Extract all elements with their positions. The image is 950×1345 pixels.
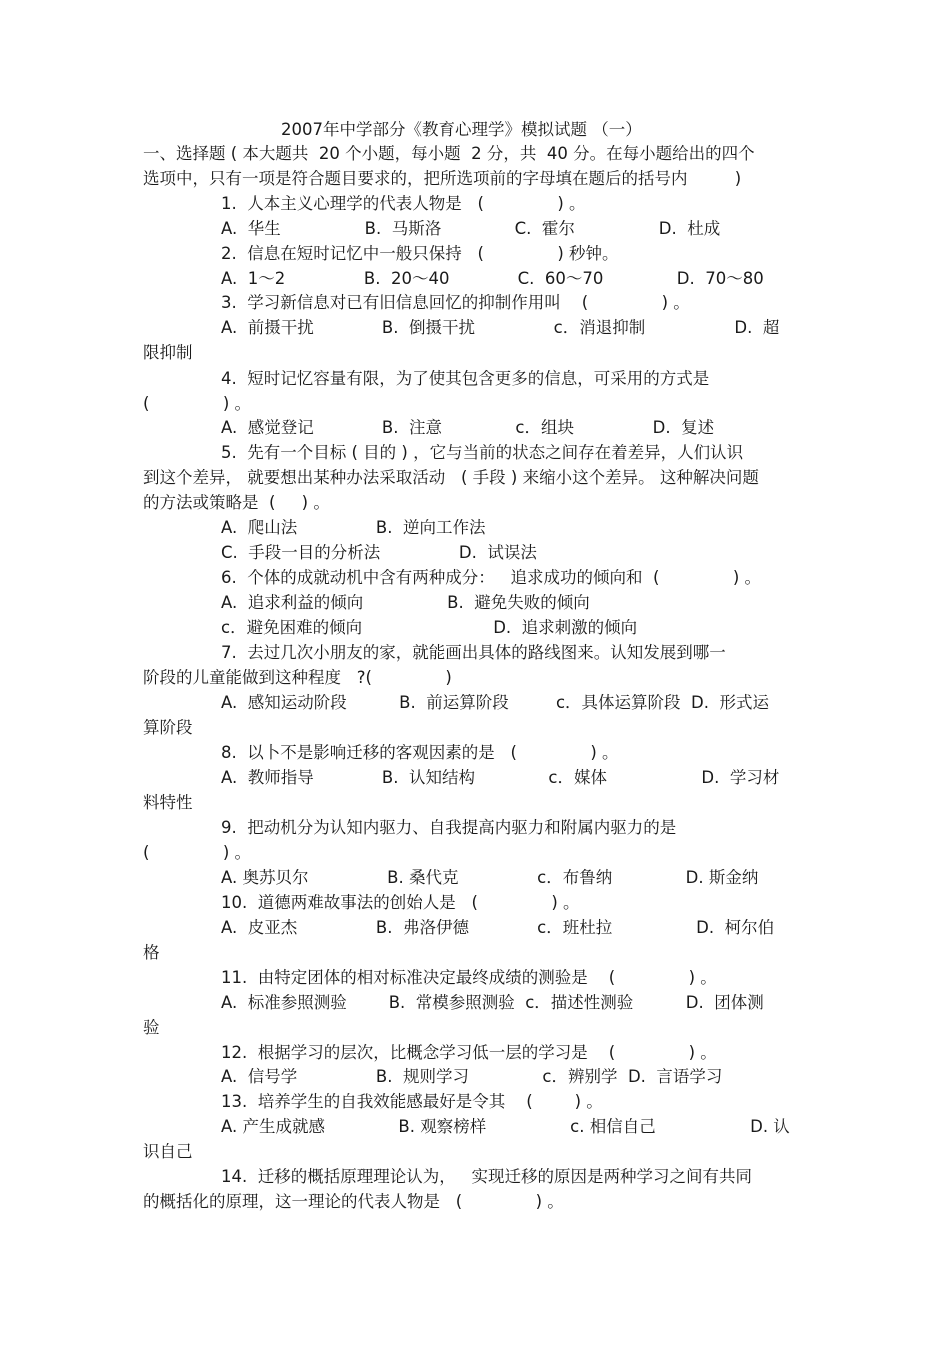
- question-14-cont: 的概括化的原理，这一理论的代表人物是 ( ) 。: [143, 1192, 564, 1211]
- question-10: 10. 道德两难故事法的创始人是 ( ) 。: [221, 893, 580, 912]
- page-title: 2007年中学部分《教育心理学》模拟试题 （一）: [281, 120, 642, 139]
- question-5-cont: 的方法或策略是 ( ) 。: [143, 493, 330, 512]
- question-2: 2. 信息在短时记忆中一般只保持 ( ) 秒钟。: [221, 244, 619, 263]
- options-5-cont: C. 手段一目的分析法 D. 试误法: [221, 543, 537, 562]
- options-7-cont: 算阶段: [143, 718, 193, 737]
- options-4: A. 感觉登记 B. 注意 c．组块 D. 复述: [221, 418, 715, 437]
- section-heading-cont: 选项中，只有一项是符合题目要求的，把所选项前的字母填在题后的括号内 ): [143, 169, 742, 188]
- options-3-cont: 限抑制: [143, 343, 193, 362]
- question-7-cont: 阶段的儿童能做到这种程度 ?( ): [143, 668, 452, 687]
- question-9: 9. 把动机分为认知内驱力、自我提高内驱力和附属内驱力的是: [221, 818, 677, 837]
- question-4: 4. 短时记忆容量有限，为了使其包含更多的信息，可采用的方式是: [221, 369, 710, 388]
- options-5: A. 爬山法 B. 逆向工作法: [221, 518, 486, 537]
- options-10-cont: 格: [143, 943, 160, 962]
- question-14: 14. 迁移的概括原理理论认为， 实现迁移的原因是两种学习之间有共同: [221, 1167, 752, 1186]
- options-6-cont: c．避免困难的倾向 D. 追求刺激的倾向: [221, 618, 638, 637]
- question-5: 5. 先有一个目标 ( 目的 ) ，它与当前的状态之间存在着差异，人们认识: [221, 443, 744, 462]
- options-1: A. 华生 B. 马斯洛 C. 霍尔 D. 杜成: [221, 219, 721, 238]
- options-9: A. 奥苏贝尔 B. 桑代克 c．布鲁纳 D. 斯金纳: [221, 868, 759, 887]
- options-7: A. 感知运动阶段 B. 前运算阶段 c．具体运算阶段 D. 形式运: [221, 693, 769, 712]
- options-11: A. 标准参照测验 B. 常模参照测验 c．描述性测验 D. 团体测: [221, 993, 764, 1012]
- question-4-cont: ( ) 。: [143, 394, 252, 413]
- section-heading: 一、选择题 ( 本大题共 20 个小题，每小题 2 分，共 40 分。在每小题给出的四个: [143, 144, 755, 163]
- options-2: A. 1～2 B. 20～40 C. 60～70 D. 70～80: [221, 269, 764, 288]
- options-12: A. 信号学 B. 规则学习 c．辨别学 D. 言语学习: [221, 1067, 723, 1086]
- options-11-cont: 验: [143, 1018, 160, 1037]
- question-8: 8. 以卜不是影响迁移的客观因素的是 ( ) 。: [221, 743, 619, 762]
- options-13: A. 产生成就感 B. 观察榜样 c. 相信自己 D. 认: [221, 1117, 790, 1136]
- options-8-cont: 料特性: [143, 793, 193, 812]
- question-3: 3. 学习新信息对已有旧信息回忆的抑制作用叫 ( ) 。: [221, 293, 690, 312]
- question-6: 6. 个体的成就动机中含有两种成分： 追求成功的倾向和 ( ) 。: [221, 568, 762, 587]
- question-1: 1. 人本主义心理学的代表人物是 ( ) 。: [221, 194, 586, 213]
- question-5-cont: 到这个差异， 就要想出某种办法采取活动 ( 手段 ) 来缩小这个差异。 这种解决问题: [143, 468, 759, 487]
- question-13: 13. 培养学生的自我效能感最好是令其 ( ) 。: [221, 1092, 603, 1111]
- options-13-cont: 识自己: [143, 1142, 193, 1161]
- question-7: 7. 去过几次小朋友的家，就能画出具体的路线图来。认知发展到哪一: [221, 643, 726, 662]
- question-12: 12. 根据学习的层次，比概念学习低一层的学习是 ( ) 。: [221, 1043, 717, 1062]
- options-3: A. 前摄干扰 B. 倒摄干扰 c．消退抑制 D. 超: [221, 318, 780, 337]
- options-6: A. 追求利益的倾向 B. 避免失败的倾向: [221, 593, 590, 612]
- question-9-cont: ( ) 。: [143, 843, 252, 862]
- question-11: 11. 由特定团体的相对标准决定最终成绩的测验是 ( ) 。: [221, 968, 717, 987]
- options-8: A. 教师指导 B. 认知结构 c．媒体 D. 学习材: [221, 768, 780, 787]
- options-10: A. 皮亚杰 B. 弗洛伊德 c．班杜拉 D. 柯尔伯: [221, 918, 775, 937]
